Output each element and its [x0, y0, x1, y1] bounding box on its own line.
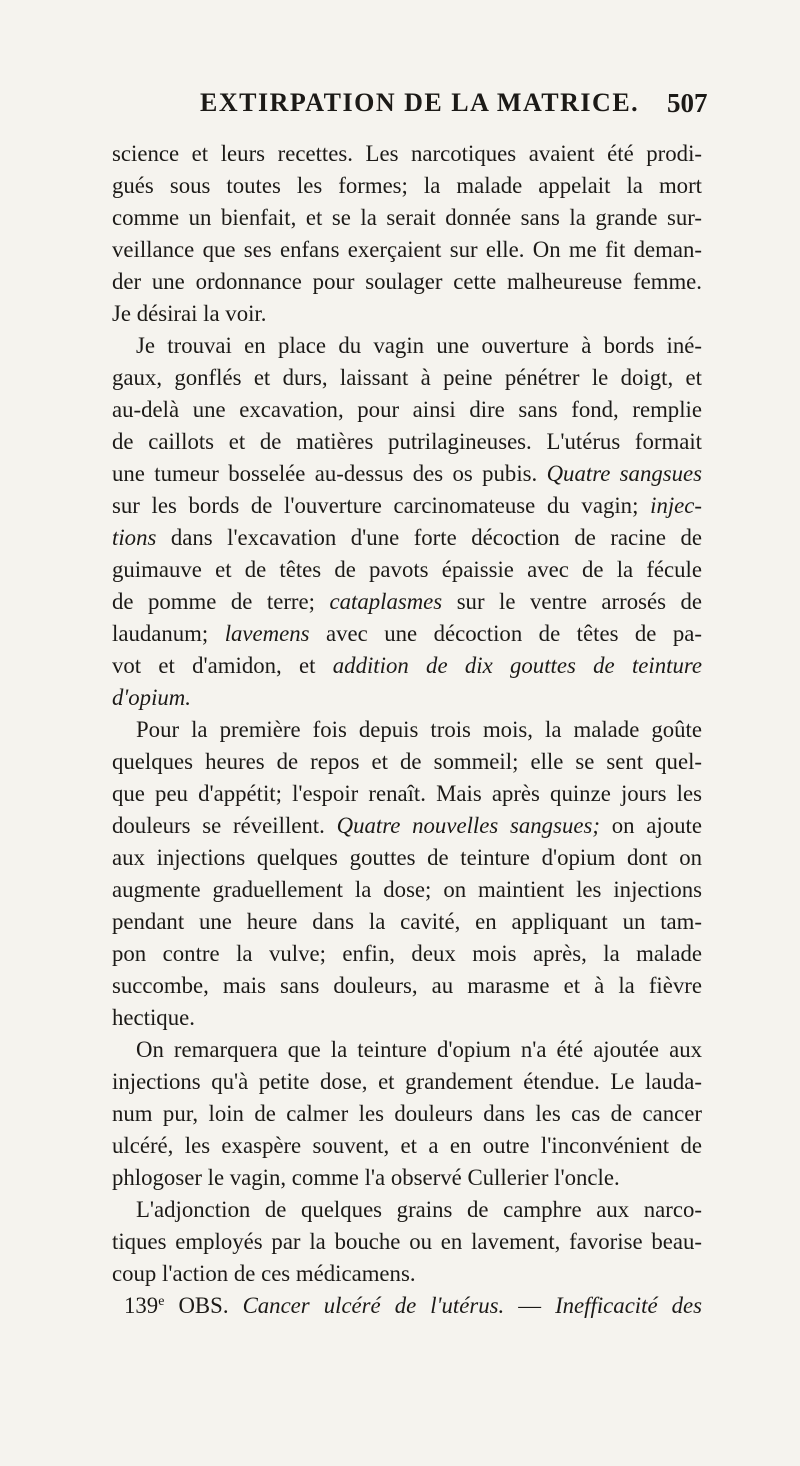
text-segment: de pomme de terre; [112, 589, 315, 614]
text-segment: sur le ventre arrosés de [456, 589, 702, 614]
text-line [112, 490, 702, 522]
text-line: Je trouvai en place du vagin une ouverture à bords iné- [136, 333, 702, 358]
text-line: pendant une heure dans la cavité, en appliquant un tam- [112, 909, 702, 934]
text-line: aux injections quelques gouttes de teinture d'opium dont on [112, 845, 702, 870]
text-line: num pur, loin de calmer les douleurs dans les cas de cancer [112, 1101, 702, 1126]
observation-subtitle: Inefficacité des [555, 1293, 703, 1318]
text-line: au-delà une excavation, pour ainsi dire sans fond, remplie [112, 397, 702, 422]
text-line: guimauve et de têtes de pavots épaissie avec de la fécule [112, 557, 702, 582]
running-title: EXTIRPATION DE LA MATRICE. [200, 88, 640, 117]
text-line: succombe, mais sans douleurs, au marasme et à la fièvre [112, 973, 702, 998]
text-line: comme un bienfait, et se la serait donnée sans la grande sur- [112, 205, 702, 230]
italic-segment: addition de dix gouttes de teinture [332, 653, 703, 678]
text-line: ulcéré, les exaspère souvent, et a en outre l'inconvénient de [112, 1133, 702, 1158]
text-line: coup l'action de ces médicamens. [112, 1261, 416, 1286]
italic-segment: tions [112, 525, 157, 550]
text-line: gaux, gonflés et durs, laissant à peine pénétrer le doigt, et [112, 365, 702, 390]
page-number: 507 [667, 88, 708, 118]
text-line [112, 618, 702, 650]
text-line: tiques employés par la bouche ou en lavement, favorise beau- [112, 1229, 702, 1254]
text-line: science et leurs recettes. Les narcotiques avaient été prodi- [112, 141, 702, 166]
text-line [112, 682, 702, 714]
text-line: gués sous toutes les formes; la malade appelait la mort [112, 173, 702, 198]
text-line: der une ordonnance pour soulager cette malheureuse femme. [112, 269, 702, 294]
text-line [112, 650, 702, 682]
obs-label: OBS. [178, 1293, 229, 1318]
text-line: On remarquera que la teinture d'opium n'a été ajoutée aux [136, 1037, 702, 1062]
text-line [112, 522, 702, 554]
em-dash: — [518, 1293, 542, 1318]
text-line: veillance que ses enfans exerçaient sur elle. On me fit deman- [112, 237, 702, 262]
observation-heading [112, 1290, 702, 1322]
text-line: de caillots et de matières putrilagineuses. L'utérus formait [112, 429, 702, 454]
text-line: pon contre la vulve; enfin, deux mois après, la malade [112, 941, 702, 966]
text-segment: dans l'excavation d'une forte décoction de racine de [170, 525, 703, 550]
text-line: que peu d'appétit; l'espoir renaît. Mais après quinze jours les [112, 781, 702, 806]
text-line: augmente graduellement la dose; on maintient les injections [112, 877, 702, 902]
text-segment: laudanum; [112, 621, 209, 646]
text-segment: on ajoute [611, 813, 702, 838]
body-text [112, 138, 702, 1322]
text-segment: douleurs se réveillent. [112, 813, 325, 838]
italic-segment: lavemens [224, 621, 310, 646]
text-segment: une tumeur bosselée au-dessus des os pubis. [112, 461, 538, 486]
page-header [0, 88, 800, 128]
text-line [112, 458, 702, 490]
italic-segment: d'opium. [112, 685, 191, 710]
text-line: Pour la première fois depuis trois mois, la malade goûte [136, 717, 702, 742]
italic-segment: cataplasmes [329, 589, 443, 614]
text-line: phlogoser le vagin, comme l'a observé Cullerier l'oncle. [112, 1165, 620, 1190]
italic-segment: Quatre sangsues [546, 461, 703, 486]
text-segment: vot et d'amidon, et [112, 653, 316, 678]
text-line: injections qu'à petite dose, et grandement étendue. Le lauda- [112, 1069, 702, 1094]
text-line: hectique. [112, 1005, 195, 1030]
italic-segment: injec- [650, 493, 703, 518]
text-line [112, 586, 702, 618]
text-segment: sur les bords de l'ouverture carcinomateuse du vagin; [112, 493, 639, 518]
text-line: Je désirai la voir. [112, 301, 267, 326]
text-line: L'adjonction de quelques grains de camphre aux narco- [136, 1197, 702, 1222]
italic-segment: Quatre nouvelles sangsues; [336, 813, 600, 838]
observation-title: Cancer ulcéré de l'utérus. [242, 1293, 505, 1318]
observation-number: 139 [124, 1293, 159, 1318]
ordinal-suffix: e [158, 1294, 165, 1309]
text-line [112, 810, 702, 842]
text-line: quelques heures de repos et de sommeil; elle se sent quel- [112, 749, 702, 774]
text-segment: avec une décoction de têtes de pa- [326, 621, 702, 646]
